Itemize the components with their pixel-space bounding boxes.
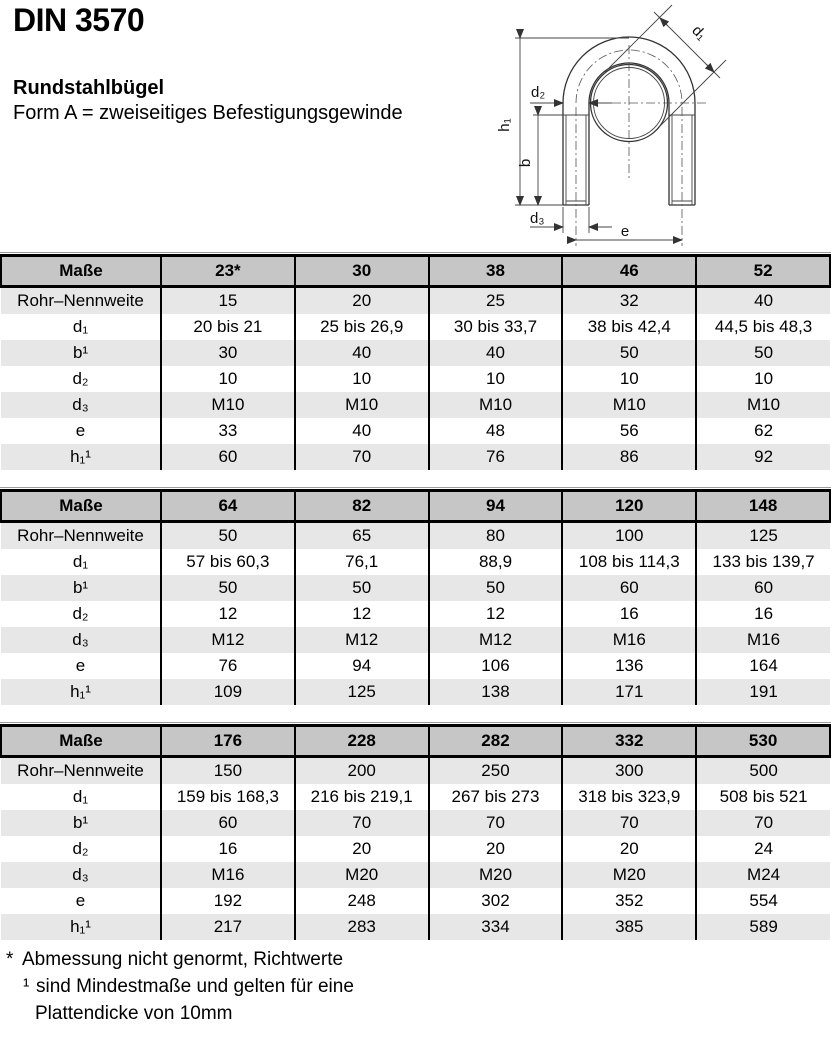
table-header-row (1, 726, 830, 757)
value-cell: 15 (161, 287, 295, 315)
value-cell: 60 (562, 575, 696, 601)
col-header: 30 (295, 256, 429, 287)
table-header-row (1, 256, 830, 287)
value-cell: 352 (562, 888, 696, 914)
col-header: Maße (1, 726, 161, 757)
table-row (1, 888, 830, 914)
col-header: Maße (1, 256, 161, 287)
value-cell: 48 (429, 418, 563, 444)
table-row (1, 601, 830, 627)
dim-label-d3: d₃ (530, 210, 545, 227)
row-label: d₃ (1, 627, 161, 653)
dim-label-d2: d₂ (531, 84, 546, 101)
value-cell: 334 (429, 914, 563, 940)
value-cell: 50 (429, 575, 563, 601)
footnote-marker: * (6, 949, 14, 970)
value-cell: M10 (562, 392, 696, 418)
value-cell: 56 (562, 418, 696, 444)
value-cell: 86 (562, 444, 696, 470)
value-cell: 302 (429, 888, 563, 914)
value-cell: 70 (696, 810, 830, 836)
value-cell: M10 (161, 392, 295, 418)
dim-label-e: e (620, 223, 630, 240)
spec-table (0, 724, 831, 940)
value-cell: 92 (696, 444, 830, 470)
row-label: d₃ (1, 392, 161, 418)
footnote-text: Abmessung nicht genormt, Richtwerte (22, 949, 344, 970)
value-cell: 44,5 bis 48,3 (696, 314, 830, 340)
dim-label-h1: h₁ (496, 118, 513, 132)
col-header: 282 (429, 726, 563, 757)
value-cell: 80 (429, 522, 563, 550)
value-cell: 171 (562, 679, 696, 705)
table-row (1, 836, 830, 862)
u-bolt-technical-drawing (0, 0, 831, 250)
row-label: Rohr–Nennweite (1, 757, 161, 785)
value-cell: 65 (295, 522, 429, 550)
value-cell: 20 (429, 836, 563, 862)
value-cell: 12 (429, 601, 563, 627)
col-header: 332 (562, 726, 696, 757)
value-cell: 191 (696, 679, 830, 705)
dim-label-b: b (517, 158, 534, 168)
row-label: h₁¹ (1, 444, 161, 470)
value-cell: 100 (562, 522, 696, 550)
col-header: 23* (161, 256, 295, 287)
value-cell: 554 (696, 888, 830, 914)
value-cell: 136 (562, 653, 696, 679)
value-cell: 32 (562, 287, 696, 315)
footnote-line (23, 973, 354, 1000)
value-cell: 57 bis 60,3 (161, 549, 295, 575)
value-cell: 10 (295, 366, 429, 392)
dimension-d2 (530, 84, 612, 103)
value-cell: 70 (429, 810, 563, 836)
col-header: 46 (562, 256, 696, 287)
table-row (1, 522, 830, 550)
table-row (1, 914, 830, 940)
value-cell: 108 bis 114,3 (562, 549, 696, 575)
value-cell: 40 (295, 340, 429, 366)
value-cell: M12 (295, 627, 429, 653)
value-cell: M20 (295, 862, 429, 888)
value-cell: M10 (429, 392, 563, 418)
value-cell: 30 bis 33,7 (429, 314, 563, 340)
value-cell: 88,9 (429, 549, 563, 575)
row-label: b¹ (1, 340, 161, 366)
value-cell: 30 (161, 340, 295, 366)
value-cell: 106 (429, 653, 563, 679)
value-cell: 267 bis 273 (429, 784, 563, 810)
table-row (1, 314, 830, 340)
value-cell: 25 bis 26,9 (295, 314, 429, 340)
row-label: d₂ (72, 369, 89, 388)
value-cell: 164 (696, 653, 830, 679)
value-cell: 589 (696, 914, 830, 940)
row-label: d₁ (72, 552, 89, 571)
value-cell: 50 (562, 340, 696, 366)
value-cell: M16 (161, 862, 295, 888)
col-header: 38 (429, 256, 563, 287)
footnote-text: sind Mindestmaße und gelten für eine (36, 976, 354, 997)
col-header: 120 (562, 491, 696, 522)
col-header: Maße (1, 491, 161, 522)
value-cell: 12 (295, 601, 429, 627)
footnotes (6, 946, 354, 1027)
value-cell: 33 (161, 418, 295, 444)
table-row (1, 784, 830, 810)
row-label: Rohr–Nennweite (1, 287, 161, 315)
value-cell: M10 (295, 392, 429, 418)
value-cell: 40 (696, 287, 830, 315)
dimension-d1 (605, 5, 726, 127)
footnote-line (6, 946, 354, 973)
value-cell: 138 (429, 679, 563, 705)
table-row (1, 575, 830, 601)
value-cell: 12 (161, 601, 295, 627)
value-cell: 76 (161, 653, 295, 679)
col-header: 148 (696, 491, 830, 522)
row-label: e (75, 891, 86, 910)
dim-label-d1: d₁ (688, 22, 710, 44)
value-cell: 150 (161, 757, 295, 785)
value-cell: 385 (562, 914, 696, 940)
value-cell: 500 (696, 757, 830, 785)
row-label: d₂ (72, 604, 89, 623)
table-row (1, 627, 830, 653)
value-cell: 125 (295, 679, 429, 705)
table-row (1, 653, 830, 679)
value-cell: 200 (295, 757, 429, 785)
value-cell: M12 (429, 627, 563, 653)
value-cell: 20 bis 21 (161, 314, 295, 340)
value-cell: 192 (161, 888, 295, 914)
value-cell: 283 (295, 914, 429, 940)
value-cell: 20 (562, 836, 696, 862)
value-cell: 70 (562, 810, 696, 836)
value-cell: 216 bis 219,1 (295, 784, 429, 810)
value-cell: 38 bis 42,4 (562, 314, 696, 340)
value-cell: 50 (295, 575, 429, 601)
value-cell: M20 (429, 862, 563, 888)
value-cell: 16 (562, 601, 696, 627)
value-cell: 508 bis 521 (696, 784, 830, 810)
value-cell: 20 (295, 287, 429, 315)
value-cell: 62 (696, 418, 830, 444)
table-row (1, 418, 830, 444)
row-label: b¹ (1, 575, 161, 601)
value-cell: 248 (295, 888, 429, 914)
value-cell: 159 bis 168,3 (161, 784, 295, 810)
spec-table-wrap-2 (0, 487, 831, 705)
value-cell: 24 (696, 836, 830, 862)
table-header-row (1, 491, 830, 522)
table-row (1, 549, 830, 575)
value-cell: 60 (696, 575, 830, 601)
col-header: 64 (161, 491, 295, 522)
row-label: h₁¹ (1, 679, 161, 705)
value-cell: 60 (161, 810, 295, 836)
value-cell: 50 (696, 340, 830, 366)
value-cell: M10 (696, 392, 830, 418)
col-header: 82 (295, 491, 429, 522)
value-cell: 40 (429, 340, 563, 366)
footnote-text: Plattendicke von 10mm (35, 1003, 233, 1024)
spec-table-wrap-3 (0, 722, 831, 940)
table-row (1, 444, 830, 470)
value-cell: 318 bis 323,9 (562, 784, 696, 810)
col-header: 94 (429, 491, 563, 522)
value-cell: M24 (696, 862, 830, 888)
row-label: d₂ (72, 839, 89, 858)
table-row (1, 810, 830, 836)
value-cell: 10 (562, 366, 696, 392)
value-cell: 70 (295, 444, 429, 470)
table-row (1, 862, 830, 888)
footnote-line (35, 1000, 354, 1027)
value-cell: 50 (161, 575, 295, 601)
value-cell: 70 (295, 810, 429, 836)
footnote-marker: ¹ (23, 976, 30, 997)
spec-table-wrap-1 (0, 252, 831, 470)
product-name: Rundstahlbügel (13, 77, 165, 99)
value-cell: 125 (696, 522, 830, 550)
value-cell: 217 (161, 914, 295, 940)
value-cell: 60 (161, 444, 295, 470)
row-label: b¹ (1, 810, 161, 836)
value-cell: 25 (429, 287, 563, 315)
table-row (1, 287, 830, 315)
col-header: 52 (696, 256, 830, 287)
value-cell: 10 (161, 366, 295, 392)
value-cell: 76 (429, 444, 563, 470)
value-cell: 20 (295, 836, 429, 862)
table-row (1, 392, 830, 418)
value-cell: 109 (161, 679, 295, 705)
value-cell: 16 (161, 836, 295, 862)
value-cell: M20 (562, 862, 696, 888)
row-label: d₃ (1, 862, 161, 888)
dimension-e (576, 223, 682, 240)
value-cell: 50 (161, 522, 295, 550)
table-row (1, 757, 830, 785)
value-cell: 94 (295, 653, 429, 679)
value-cell: 300 (562, 757, 696, 785)
value-cell: M16 (562, 627, 696, 653)
page-title: DIN 3570 (13, 2, 145, 38)
table-row (1, 366, 830, 392)
value-cell: M16 (696, 627, 830, 653)
value-cell: 250 (429, 757, 563, 785)
form-description: Form A = zweiseitiges Befestigungsgewinde (13, 102, 403, 124)
table-row (1, 679, 830, 705)
center-lines (576, 45, 706, 246)
value-cell: 40 (295, 418, 429, 444)
row-label: e (75, 421, 86, 440)
col-header: 176 (161, 726, 295, 757)
col-header: 228 (295, 726, 429, 757)
value-cell: 10 (696, 366, 830, 392)
dimension-b (517, 115, 563, 205)
value-cell: 16 (696, 601, 830, 627)
row-label: Rohr–Nennweite (1, 522, 161, 550)
value-cell: M12 (161, 627, 295, 653)
spec-table (0, 489, 831, 705)
value-cell: 133 bis 139,7 (696, 549, 830, 575)
row-label: e (75, 656, 86, 675)
spec-table (0, 254, 831, 470)
row-label: d₁ (72, 317, 89, 336)
value-cell: 10 (429, 366, 563, 392)
dimension-d3 (530, 207, 612, 233)
row-label: d₁ (72, 787, 89, 806)
col-header: 530 (696, 726, 830, 757)
table-row (1, 340, 830, 366)
row-label: h₁¹ (1, 914, 161, 940)
value-cell: 76,1 (295, 549, 429, 575)
